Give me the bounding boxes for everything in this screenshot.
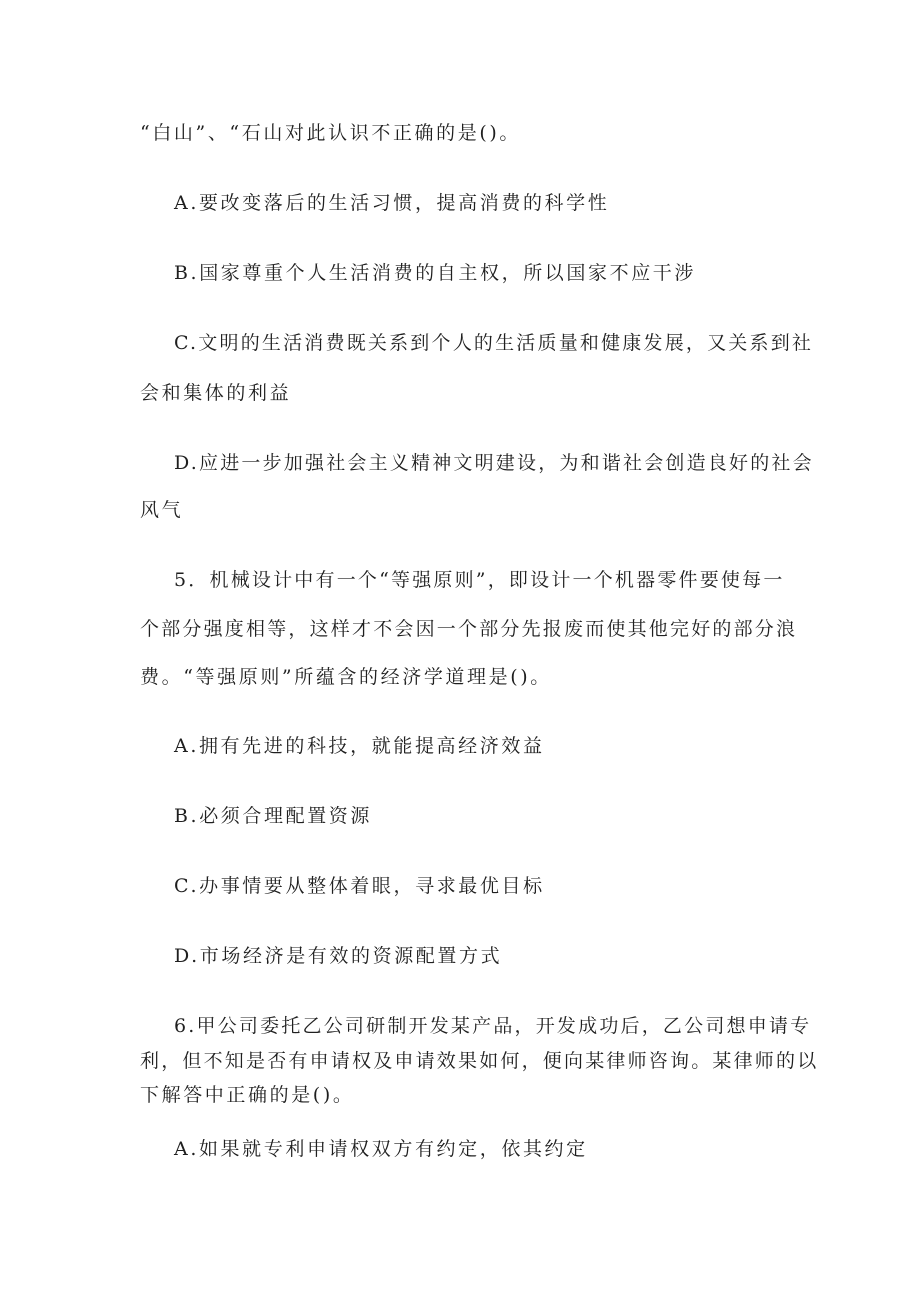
question-6-stem-line-1: 6.甲公司委托乙公司研制开发某产品，开发成功后，乙公司想申请专 — [174, 1015, 812, 1037]
question-5-stem-line-2: 个部分强度相等，这样才不会因一个部分先报废而使其他完好的部分浪 — [140, 618, 798, 640]
question-5-option-d: D.市场经济是有效的资源配置方式 — [174, 945, 503, 967]
question-4-option-a: A.要改变落后的生活习惯，提高消费的科学性 — [174, 192, 610, 214]
question-4-option-c-line-1: C.文明的生活消费既关系到个人的生活质量和健康发展，又关系到社 — [174, 332, 814, 354]
question-5-stem-line-3: 费。“等强原则”所蕴含的经济学道理是()。 — [140, 666, 552, 688]
question-4-option-d-line-1: D.应进一步加强社会主义精神文明建设，为和谐社会创造良好的社会 — [174, 452, 814, 474]
question-4-option-b: B.国家尊重个人生活消费的自主权，所以国家不应干涉 — [174, 262, 697, 284]
question-4-option-d-line-2: 风气 — [140, 499, 184, 521]
question-5-option-b: B.必须合理配置资源 — [174, 805, 373, 827]
question-5-stem-line-1: 5．机械设计中有一个“等强原则”，即设计一个机器零件要使每一 — [174, 569, 785, 591]
question-6-option-a: A.如果就专利申请权双方有约定，依其约定 — [174, 1138, 588, 1160]
question-6-stem-line-2: 利，但不知是否有申请权及申请效果如何，便向某律师咨询。某律师的以 — [140, 1050, 819, 1072]
question-5-option-a: A.拥有先进的科技，就能提高经济效益 — [174, 735, 545, 757]
question-4-stem-tail: “白山”、“石山对此认识不正确的是()。 — [140, 122, 521, 144]
question-5-option-c: C.办事情要从整体着眼，寻求最优目标 — [174, 875, 545, 897]
question-6-stem-line-3: 下解答中正确的是()。 — [140, 1084, 355, 1106]
question-4-option-c-line-2: 会和集体的利益 — [140, 382, 292, 404]
